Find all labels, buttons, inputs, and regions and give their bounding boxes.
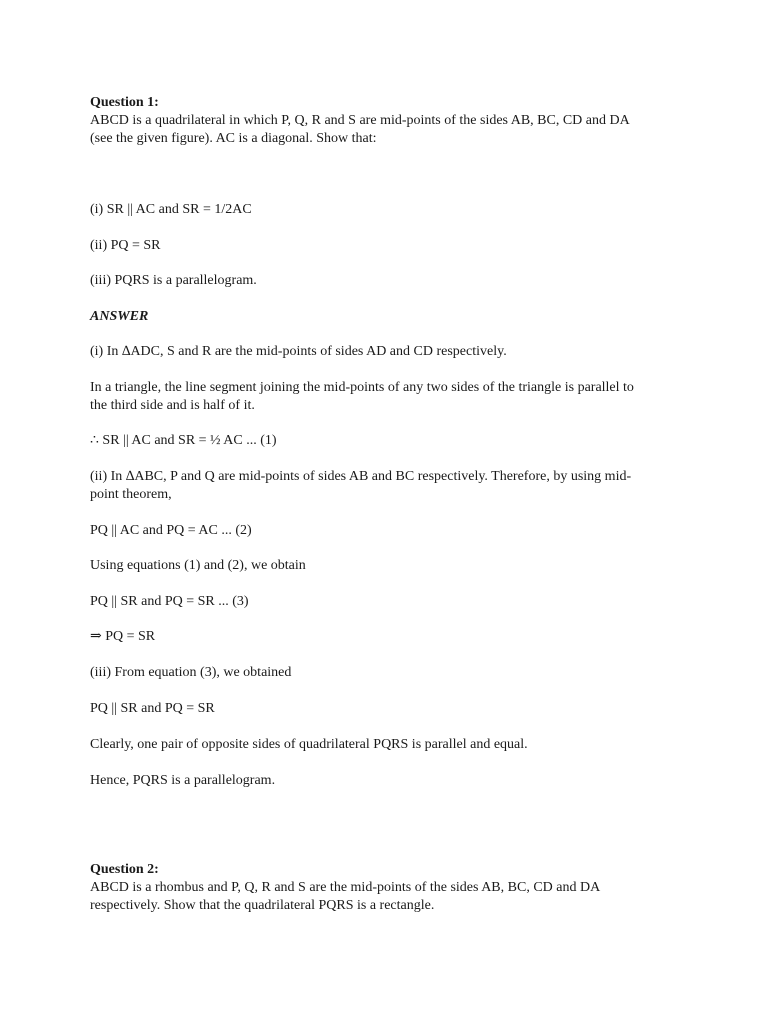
question-1-part-i: (i) SR || AC and SR = 1/2AC <box>90 202 252 217</box>
answer-paragraph-6: Using equations (1) and (2), we obtain <box>90 558 306 573</box>
question-1-heading: Question 1: <box>90 95 159 110</box>
answer-paragraph-4-line-1: (ii) In ∆ABC, P and Q are mid-points of sides AB and BC respectively. Therefore, by using mid- <box>90 469 632 484</box>
question-1-part-iii: (iii) PQRS is a parallelogram. <box>90 273 257 288</box>
answer-paragraph-3: ∴ SR || AC and SR = ½ AC ... (1) <box>90 433 277 448</box>
answer-paragraph-9: (iii) From equation (3), we obtained <box>90 665 292 680</box>
question-2-text-line-2: respectively. Show that the quadrilateral PQRS is a rectangle. <box>90 898 435 913</box>
question-2-heading: Question 2: <box>90 862 159 877</box>
answer-paragraph-2-line-1: In a triangle, the line segment joining the mid-points of any two sides of the triangle is parallel to <box>90 380 634 395</box>
answer-paragraph-2-line-2: the third side and is half of it. <box>90 398 255 413</box>
question-1-part-ii: (ii) PQ = SR <box>90 238 161 253</box>
answer-heading: ANSWER <box>90 309 149 324</box>
answer-paragraph-1: (i) In ∆ADC, S and R are the mid-points of sides AD and CD respectively. <box>90 344 507 359</box>
answer-paragraph-4-line-2: point theorem, <box>90 487 172 502</box>
question-1-text-line-1: ABCD is a quadrilateral in which P, Q, R and S are mid-points of the sides AB, BC, CD and DA <box>90 113 630 128</box>
question-1-text-line-2: (see the given figure). AC is a diagonal. Show that: <box>90 131 377 146</box>
question-2-text-line-1: ABCD is a rhombus and P, Q, R and S are the mid-points of the sides AB, BC, CD and DA <box>90 880 601 895</box>
answer-paragraph-8: ⇒ PQ = SR <box>90 629 156 644</box>
answer-paragraph-12: Hence, PQRS is a parallelogram. <box>90 773 276 788</box>
answer-paragraph-10: PQ || SR and PQ = SR <box>90 701 215 716</box>
answer-paragraph-11: Clearly, one pair of opposite sides of quadrilateral PQRS is parallel and equal. <box>90 737 528 752</box>
answer-paragraph-5: PQ || AC and PQ = AC ... (2) <box>90 523 252 538</box>
answer-paragraph-7: PQ || SR and PQ = SR ... (3) <box>90 594 249 609</box>
